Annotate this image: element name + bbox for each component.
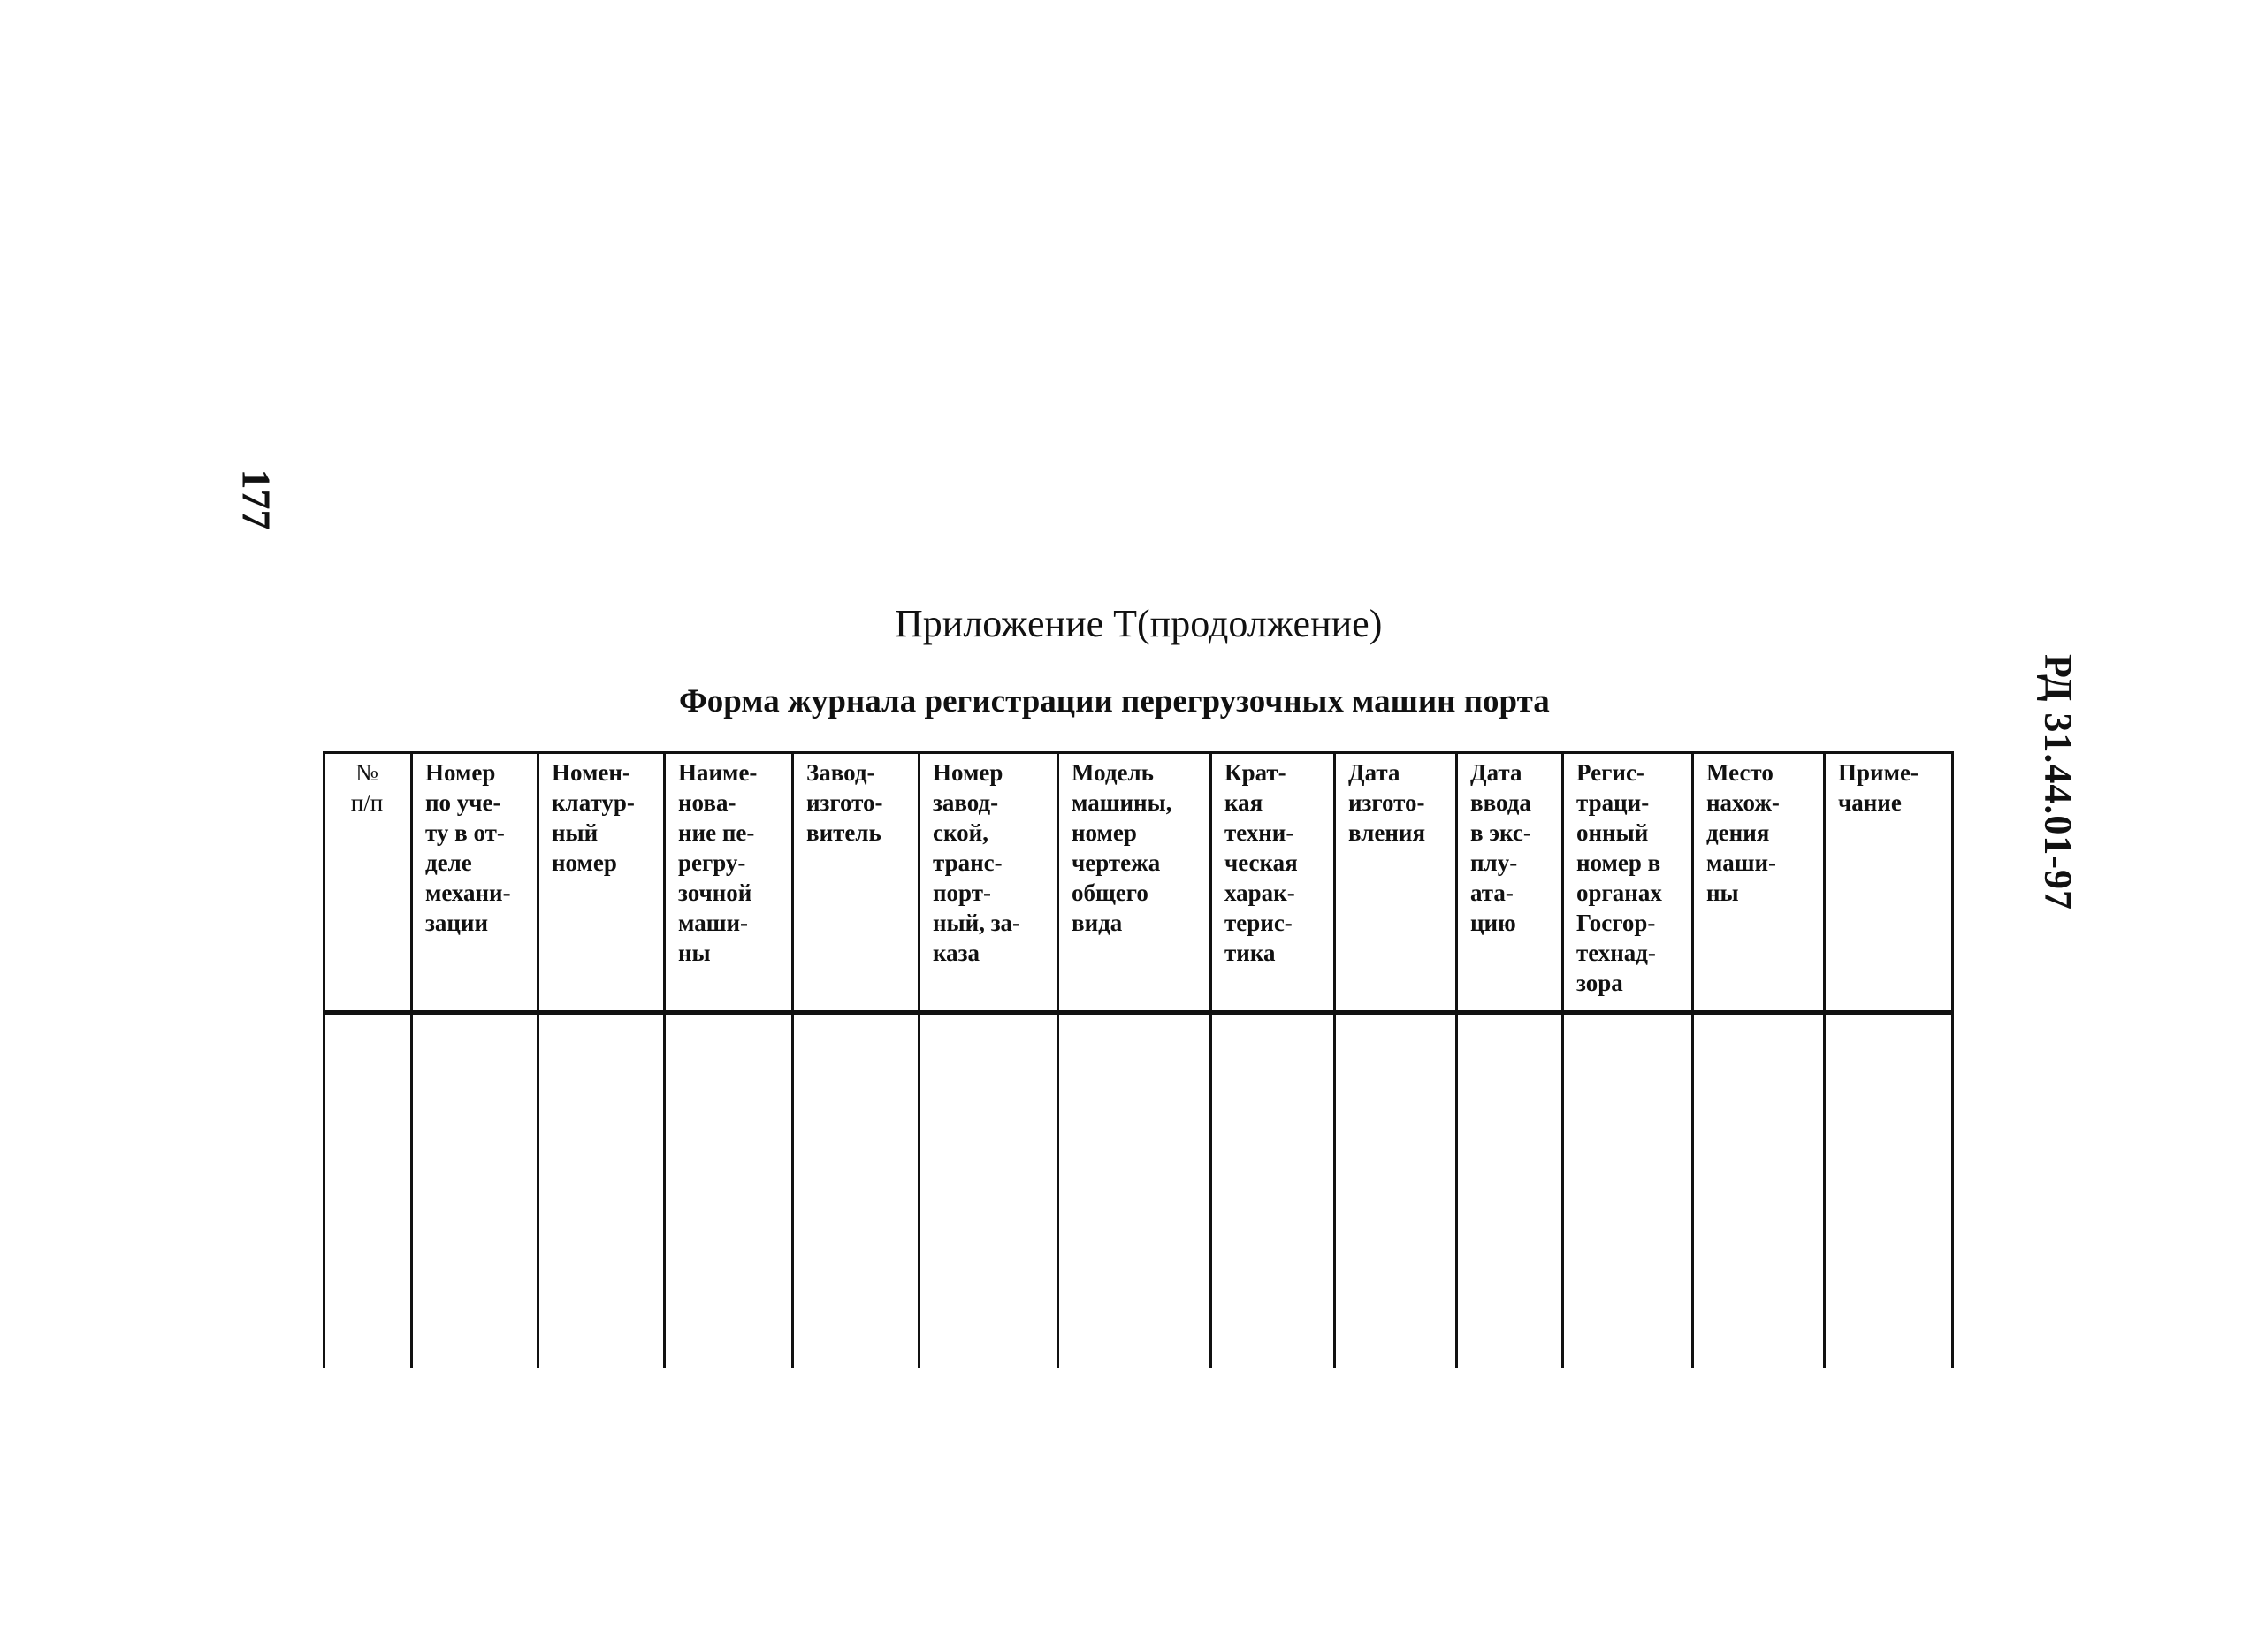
header-cell-manufacture-date: Дата изгото- вления xyxy=(1335,753,1457,1013)
table-cell xyxy=(1457,1013,1563,1369)
header-cell-notes: Приме- чание xyxy=(1825,753,1953,1013)
table-cell xyxy=(793,1013,919,1369)
header-cell-characteristics: Крат- кая техни- ческая харак- терис- тика xyxy=(1211,753,1335,1013)
header-cell-location: Место нахож- дения маши- ны xyxy=(1693,753,1825,1013)
table-cell xyxy=(324,1013,412,1369)
table-cell xyxy=(1335,1013,1457,1369)
registration-journal-table xyxy=(323,751,1954,1368)
document-code: РД 31.44.01-97 xyxy=(2036,653,2080,911)
header-cell-machine-name: Наиме- нова- ние пе- регру- зочной маши- ны xyxy=(665,753,793,1013)
table-cell xyxy=(1693,1013,1825,1369)
table-header-row xyxy=(324,753,1953,1013)
page-number: 177 xyxy=(233,468,279,530)
header-cell-commissioning-date: Дата ввода в экс- плу- ата- цию xyxy=(1457,753,1563,1013)
table-cell xyxy=(1058,1013,1211,1369)
table-cell xyxy=(538,1013,665,1369)
appendix-title: Приложение Т(продолжение) xyxy=(895,602,1383,645)
header-cell-manufacturer: Завод- изгото- витель xyxy=(793,753,919,1013)
table-cell xyxy=(665,1013,793,1369)
table-cell xyxy=(1563,1013,1693,1369)
header-cell-model: Модель машины, номер чертежа общего вида xyxy=(1058,753,1211,1013)
table-cell xyxy=(919,1013,1058,1369)
table-row xyxy=(324,1013,1953,1369)
header-cell-registration-number: Регис- траци- онный номер в органах Госгор- технад- зора xyxy=(1563,753,1693,1013)
table-cell xyxy=(1825,1013,1953,1369)
table-cell xyxy=(412,1013,538,1369)
header-cell-nomenclature-number: Номен- клатур- ный номер xyxy=(538,753,665,1013)
table-cell xyxy=(1211,1013,1335,1369)
form-title: Форма журнала регистрации перегрузочных машин порта xyxy=(679,683,1550,719)
header-cell-number: № п/п xyxy=(324,753,412,1013)
header-cell-accounting-number: Номер по уче- ту в от- деле механи- зации xyxy=(412,753,538,1013)
header-cell-factory-number: Номер завод- ской, транс- порт- ный, за- каза xyxy=(919,753,1058,1013)
